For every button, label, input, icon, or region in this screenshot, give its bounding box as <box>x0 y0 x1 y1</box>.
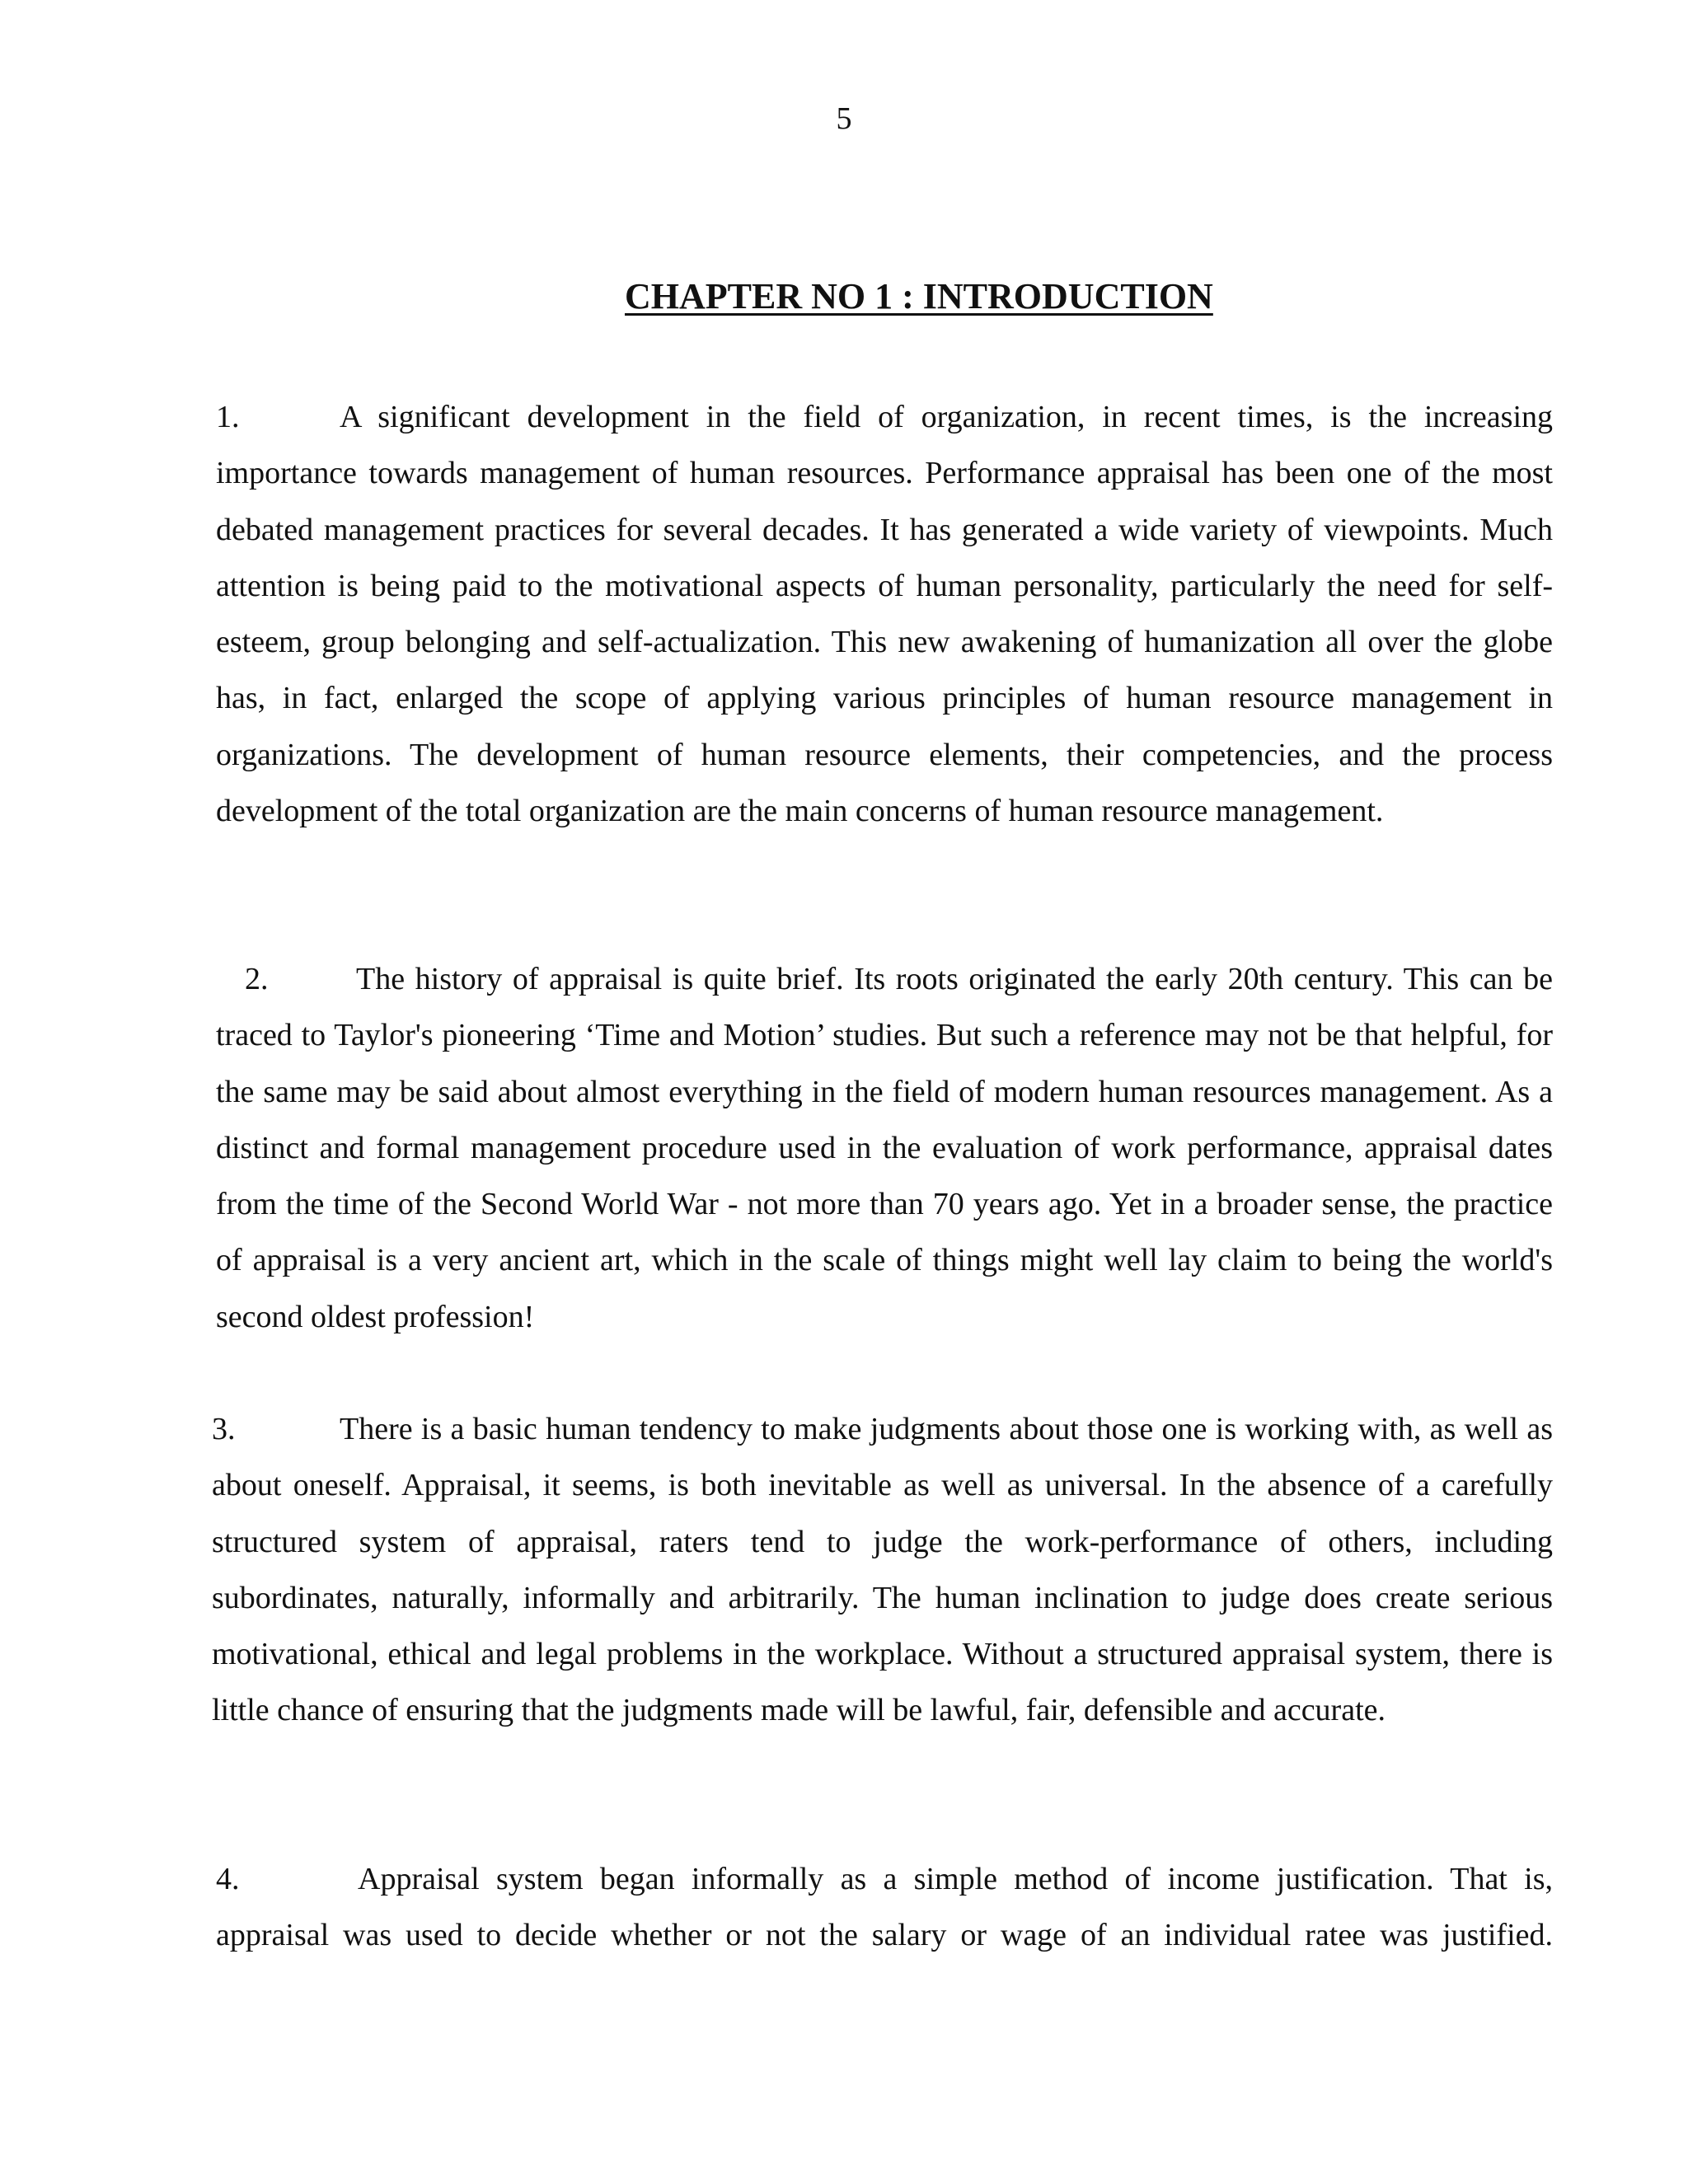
chapter-title: CHAPTER NO 1 : INTRODUCTION <box>625 276 1213 316</box>
paragraph-text: There is a basic human tendency to make judgments about those one is working with, as well as about oneself. Appraisal, it seems, is both inevitable as well as universal. In the absence of a carefully structured system of appraisal, raters tend to judge the work-performance of others, including subordinates, naturally, informally and arbitrarily. The human inclination to judge does create serious motivational, ethical and legal problems in the workplace. Without a structured appraisal system, there is little chance of ensuring that the judgments made will be lawful, fair, defensible and accurate. <box>212 1412 1553 1728</box>
paragraph-1 <box>216 389 1553 839</box>
paragraph-2 <box>216 951 1553 1345</box>
paragraph-3 <box>212 1401 1553 1739</box>
paragraph-text: Appraisal system began informally as a simple method of income justification. That is, appraisal was used to decide whether or not the salary or wage of an individual ratee was justified. <box>216 1862 1553 1953</box>
paragraph-4 <box>216 1851 1553 1964</box>
paragraph-text: The history of appraisal is quite brief. Its roots originated the early 20th century. This can be traced to Taylor's pioneering ‘Time and Motion’ studies. But such a reference may not be that helpful, for the same may be said about almost everything in the field of modern human resources management. As a distinct and formal management procedure used in the evaluation of work performance, appraisal dates from the time of the Second World War - not more than 70 years ago. Yet in a broader sense, the practice of appraisal is a very ancient art, which in the scale of things might well lay claim to being the world's second oldest profession! <box>216 962 1553 1334</box>
paragraph-number: 4. <box>216 1862 240 1896</box>
paragraph-number: 1. <box>216 400 240 434</box>
paragraph-number: 2. <box>245 962 269 996</box>
paragraph-text: A significant development in the field of organization, in recent times, is the increasing importance towards management of human resources. Performance appraisal has been one of the most debated management practices for several decades. It has generated a wide variety of viewpoints. Much attention is being paid to the motivational aspects of human personality, particularly the need for self-esteem, group belonging and self-actualization. This new awakening of humanization all over the globe has, in fact, enlarged the scope of applying various principles of human resource management in organizations. The development of human resource elements, their competencies, and the process development of the total organization are the main concerns of human resource management. <box>216 400 1553 829</box>
page-number: 5 <box>836 101 852 136</box>
paragraph-number: 3. <box>212 1412 236 1446</box>
